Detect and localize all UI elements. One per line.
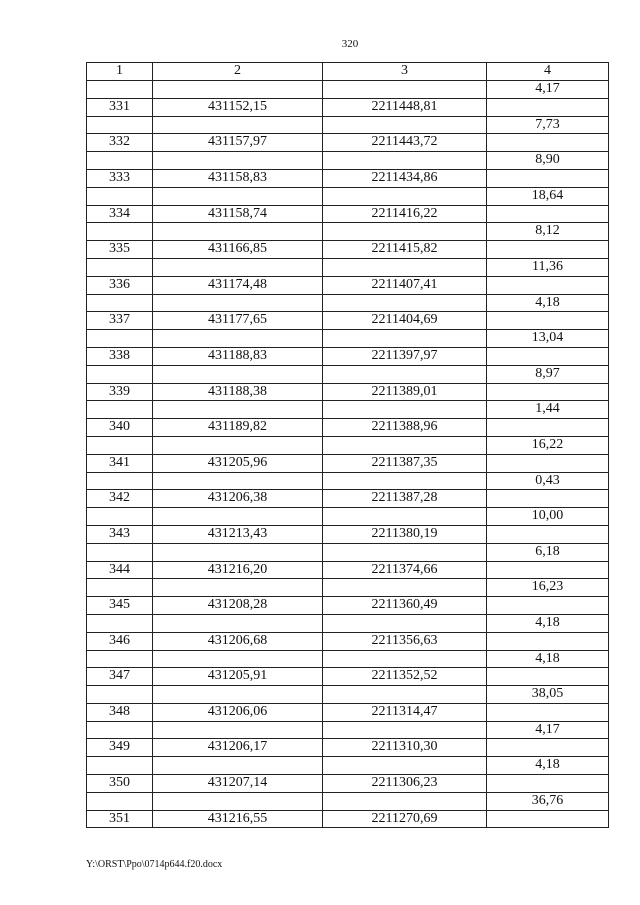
empty-cell — [152, 508, 322, 525]
coordinate-3-cell: 2211389,01 — [322, 384, 486, 401]
empty-cell — [322, 330, 486, 347]
empty-cell — [486, 739, 608, 756]
coordinate-3-cell: 2211416,22 — [322, 206, 486, 223]
coordinate-3-cell: 2211415,82 — [322, 241, 486, 258]
point-number-cell: 340 — [109, 419, 130, 435]
empty-cell — [87, 473, 152, 490]
coordinate-2-cell: 431158,74 — [152, 206, 322, 223]
empty-cell — [322, 686, 486, 703]
point-row — [87, 454, 608, 472]
point-number-cell: 342 — [109, 490, 130, 506]
empty-cell — [87, 508, 152, 525]
empty-cell — [486, 490, 608, 507]
point-row — [87, 810, 608, 828]
empty-cell — [87, 544, 152, 561]
empty-cell — [152, 615, 322, 632]
coordinate-2-cell: 431206,68 — [152, 633, 322, 650]
empty-cell — [152, 651, 322, 668]
point-row — [87, 169, 608, 187]
empty-cell — [87, 579, 152, 596]
point-row — [87, 276, 608, 294]
distance-row — [87, 329, 608, 347]
coordinate-2-cell: 431206,17 — [152, 739, 322, 756]
empty-cell — [87, 686, 152, 703]
empty-cell — [152, 722, 322, 739]
empty-cell — [87, 401, 152, 418]
coordinate-3-cell: 2211352,52 — [322, 668, 486, 685]
distance-cell: 4,18 — [486, 651, 608, 668]
empty-cell — [486, 633, 608, 650]
empty-cell — [486, 99, 608, 116]
empty-cell — [486, 384, 608, 401]
empty-cell — [486, 597, 608, 614]
empty-cell — [152, 152, 322, 169]
coordinate-2-cell: 431174,48 — [152, 277, 322, 294]
distance-row — [87, 400, 608, 418]
empty-cell — [152, 401, 322, 418]
distance-row — [87, 222, 608, 240]
distance-cell: 36,76 — [486, 793, 608, 810]
empty-cell — [322, 508, 486, 525]
point-number-cell: 343 — [109, 525, 130, 541]
coordinate-3-cell: 2211388,96 — [322, 419, 486, 436]
empty-cell — [322, 579, 486, 596]
distance-cell: 8,97 — [486, 366, 608, 383]
empty-cell — [87, 722, 152, 739]
empty-cell — [486, 562, 608, 579]
coordinate-2-cell: 431213,43 — [152, 526, 322, 543]
empty-cell — [322, 401, 486, 418]
empty-cell — [486, 704, 608, 721]
empty-cell — [87, 81, 152, 98]
header-cell-4: 4 — [486, 63, 608, 80]
distance-cell: 6,18 — [486, 544, 608, 561]
point-row — [87, 418, 608, 436]
header-cell-1: 1 — [116, 63, 123, 78]
distance-cell: 7,73 — [486, 117, 608, 134]
distance-cell: 38,05 — [486, 686, 608, 703]
coordinate-3-cell: 2211404,69 — [322, 312, 486, 329]
coordinate-3-cell: 2211387,28 — [322, 490, 486, 507]
point-number-cell: 351 — [109, 810, 130, 826]
empty-cell — [87, 259, 152, 276]
coordinate-2-cell: 431157,97 — [152, 134, 322, 151]
distance-row — [87, 472, 608, 490]
point-row — [87, 596, 608, 614]
empty-cell — [486, 134, 608, 151]
distance-cell: 11,36 — [486, 259, 608, 276]
point-number-cell: 332 — [109, 134, 130, 150]
empty-cell — [152, 544, 322, 561]
distance-cell: 10,00 — [486, 508, 608, 525]
distance-cell: 4,18 — [486, 757, 608, 774]
point-number-cell: 331 — [109, 98, 130, 114]
empty-cell — [322, 437, 486, 454]
distance-row — [87, 543, 608, 561]
coordinate-2-cell: 431205,96 — [152, 455, 322, 472]
distance-row — [87, 614, 608, 632]
empty-cell — [87, 295, 152, 312]
point-number-cell: 333 — [109, 169, 130, 185]
coordinate-3-cell: 2211448,81 — [322, 99, 486, 116]
empty-cell — [486, 277, 608, 294]
empty-cell — [152, 117, 322, 134]
coordinate-2-cell: 431188,38 — [152, 384, 322, 401]
empty-cell — [322, 615, 486, 632]
coordinate-3-cell: 2211380,19 — [322, 526, 486, 543]
point-row — [87, 561, 608, 579]
point-row — [87, 738, 608, 756]
coordinate-3-cell: 2211434,86 — [322, 170, 486, 187]
point-number-cell: 347 — [109, 668, 130, 684]
point-row — [87, 667, 608, 685]
point-number-cell: 345 — [109, 597, 130, 613]
point-number-cell: 341 — [109, 454, 130, 470]
empty-cell — [486, 241, 608, 258]
empty-cell — [87, 330, 152, 347]
distance-row — [87, 151, 608, 169]
coordinate-3-cell: 2211374,66 — [322, 562, 486, 579]
coordinate-2-cell: 431216,55 — [152, 811, 322, 828]
point-number-cell: 335 — [109, 241, 130, 257]
point-number-cell: 334 — [109, 205, 130, 221]
file-path-footer: Y:\ORST\Ppo\0714p644.f20.docx — [86, 859, 223, 870]
header-cell-2: 2 — [152, 63, 322, 80]
distance-row — [87, 116, 608, 134]
point-number-cell: 337 — [109, 312, 130, 328]
empty-cell — [87, 651, 152, 668]
empty-cell — [486, 419, 608, 436]
distance-cell: 16,22 — [486, 437, 608, 454]
coordinate-3-cell: 2211314,47 — [322, 704, 486, 721]
point-row — [87, 240, 608, 258]
distance-row — [87, 80, 608, 98]
empty-cell — [486, 775, 608, 792]
distance-row — [87, 756, 608, 774]
empty-cell — [152, 188, 322, 205]
point-number-cell: 350 — [109, 775, 130, 791]
table-header-row — [87, 63, 608, 80]
point-number-cell: 336 — [109, 276, 130, 292]
coordinate-2-cell: 431158,83 — [152, 170, 322, 187]
point-row — [87, 205, 608, 223]
coordinate-3-cell: 2211270,69 — [322, 811, 486, 828]
empty-cell — [87, 757, 152, 774]
empty-cell — [322, 81, 486, 98]
point-row — [87, 133, 608, 151]
empty-cell — [322, 473, 486, 490]
empty-cell — [486, 312, 608, 329]
empty-cell — [152, 757, 322, 774]
distance-cell: 16,23 — [486, 579, 608, 596]
empty-cell — [152, 330, 322, 347]
empty-cell — [322, 793, 486, 810]
coordinate-2-cell: 431205,91 — [152, 668, 322, 685]
distance-row — [87, 365, 608, 383]
empty-cell — [152, 473, 322, 490]
empty-cell — [87, 117, 152, 134]
coordinate-2-cell: 431208,28 — [152, 597, 322, 614]
point-number-cell: 348 — [109, 703, 130, 719]
point-number-cell: 346 — [109, 632, 130, 648]
empty-cell — [322, 295, 486, 312]
distance-cell: 8,90 — [486, 152, 608, 169]
distance-row — [87, 685, 608, 703]
empty-cell — [322, 722, 486, 739]
empty-cell — [322, 152, 486, 169]
point-number-cell: 338 — [109, 347, 130, 363]
empty-cell — [87, 223, 152, 240]
empty-cell — [486, 170, 608, 187]
empty-cell — [152, 223, 322, 240]
coordinate-3-cell: 2211443,72 — [322, 134, 486, 151]
coordinate-2-cell: 431188,83 — [152, 348, 322, 365]
distance-cell: 0,43 — [486, 473, 608, 490]
distance-row — [87, 436, 608, 454]
empty-cell — [87, 437, 152, 454]
empty-cell — [87, 152, 152, 169]
empty-cell — [152, 259, 322, 276]
empty-cell — [322, 223, 486, 240]
coordinate-3-cell: 2211387,35 — [322, 455, 486, 472]
empty-cell — [486, 526, 608, 543]
point-number-cell: 339 — [109, 383, 130, 399]
empty-cell — [152, 295, 322, 312]
coordinate-3-cell: 2211397,97 — [322, 348, 486, 365]
empty-cell — [152, 366, 322, 383]
distance-cell: 4,18 — [486, 295, 608, 312]
coordinate-2-cell: 431206,38 — [152, 490, 322, 507]
distance-row — [87, 792, 608, 810]
empty-cell — [322, 544, 486, 561]
empty-cell — [322, 117, 486, 134]
point-number-cell: 344 — [109, 561, 130, 577]
empty-cell — [486, 348, 608, 365]
distance-row — [87, 258, 608, 276]
point-row — [87, 632, 608, 650]
empty-cell — [152, 686, 322, 703]
point-row — [87, 98, 608, 116]
point-row — [87, 703, 608, 721]
coordinate-2-cell: 431166,85 — [152, 241, 322, 258]
distance-row — [87, 294, 608, 312]
point-row — [87, 347, 608, 365]
distance-row — [87, 650, 608, 668]
empty-cell — [87, 615, 152, 632]
distance-cell: 4,18 — [486, 615, 608, 632]
empty-cell — [87, 366, 152, 383]
empty-cell — [322, 259, 486, 276]
coordinate-2-cell: 431189,82 — [152, 419, 322, 436]
header-cell-3: 3 — [322, 63, 486, 80]
empty-cell — [322, 651, 486, 668]
distance-cell: 13,04 — [486, 330, 608, 347]
distance-cell: 4,17 — [486, 81, 608, 98]
coordinates-table — [86, 62, 609, 828]
distance-cell: 8,12 — [486, 223, 608, 240]
distance-row — [87, 721, 608, 739]
coordinate-2-cell: 431207,14 — [152, 775, 322, 792]
empty-cell — [486, 668, 608, 685]
point-row — [87, 525, 608, 543]
distance-cell: 4,17 — [486, 722, 608, 739]
empty-cell — [322, 757, 486, 774]
empty-cell — [87, 188, 152, 205]
coordinate-2-cell: 431152,15 — [152, 99, 322, 116]
coordinate-3-cell: 2211306,23 — [322, 775, 486, 792]
distance-row — [87, 507, 608, 525]
empty-cell — [87, 793, 152, 810]
point-number-cell: 349 — [109, 739, 130, 755]
coordinate-3-cell: 2211407,41 — [322, 277, 486, 294]
distance-row — [87, 187, 608, 205]
point-row — [87, 774, 608, 792]
point-row — [87, 311, 608, 329]
point-row — [87, 383, 608, 401]
point-row — [87, 489, 608, 507]
empty-cell — [486, 455, 608, 472]
empty-cell — [152, 793, 322, 810]
page-number: 320 — [341, 38, 359, 50]
distance-cell: 18,64 — [486, 188, 608, 205]
empty-cell — [486, 206, 608, 223]
coordinate-2-cell: 431216,20 — [152, 562, 322, 579]
distance-cell: 1,44 — [486, 401, 608, 418]
coordinate-3-cell: 2211360,49 — [322, 597, 486, 614]
distance-row — [87, 578, 608, 596]
coordinate-3-cell: 2211310,30 — [322, 739, 486, 756]
empty-cell — [152, 81, 322, 98]
coordinate-2-cell: 431206,06 — [152, 704, 322, 721]
empty-cell — [152, 437, 322, 454]
empty-cell — [486, 811, 608, 828]
empty-cell — [322, 366, 486, 383]
empty-cell — [322, 188, 486, 205]
empty-cell — [152, 579, 322, 596]
coordinate-2-cell: 431177,65 — [152, 312, 322, 329]
coordinate-3-cell: 2211356,63 — [322, 633, 486, 650]
